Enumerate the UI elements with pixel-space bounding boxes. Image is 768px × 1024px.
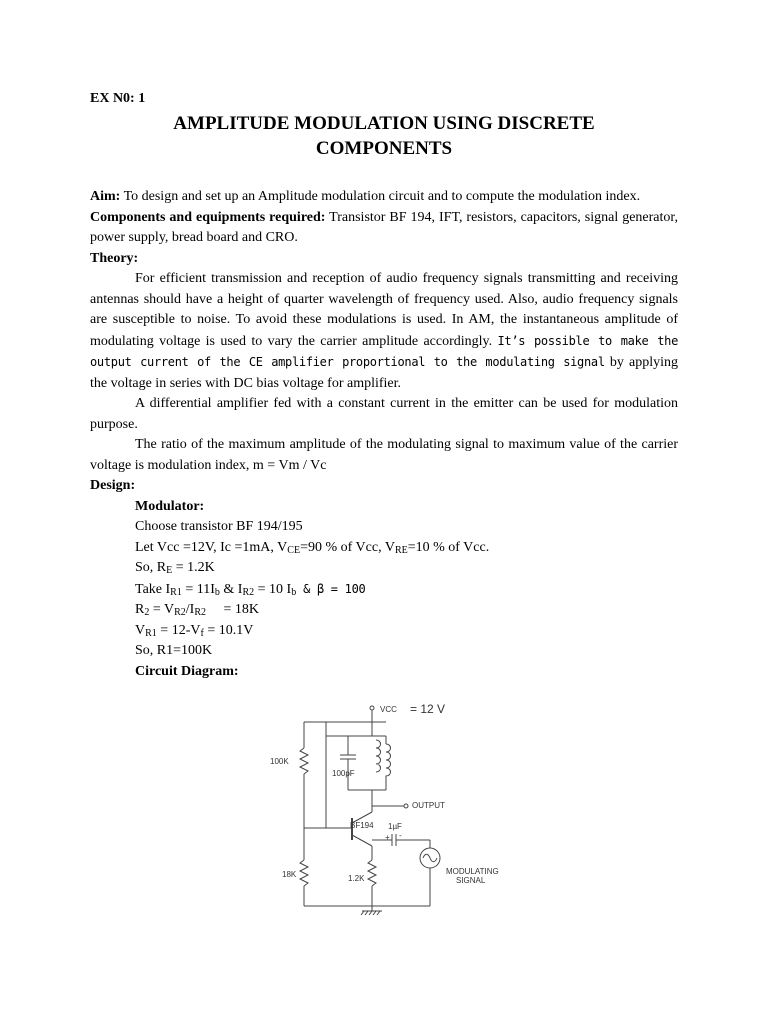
circuit-diagram (268, 700, 518, 920)
design-line-5-sub2: R2 (174, 607, 186, 618)
theory-paragraph-3: The ratio of the maximum amplitude of the modulating signal to maximum value of the carrier voltage is modulation index, m = Vm / Vc (90, 437, 678, 473)
aim-label: Aim: (90, 189, 121, 204)
design-line-4-sub4: b (291, 586, 297, 598)
design-line-6-sub2: f (200, 627, 204, 639)
aim-text: To design and set up an Amplitude modulation circuit and to compute the modulation index. (120, 189, 641, 204)
design-line-2-b: =90 % of Vcc, V (300, 539, 395, 555)
design-line-5-c: /I (185, 602, 195, 617)
design-line-2-sub2: RE (394, 544, 408, 556)
design-line-5-sub1: 2 (144, 607, 150, 618)
design-heading: Design: (90, 478, 136, 493)
r1-resistor (300, 748, 308, 774)
design-block (90, 497, 678, 683)
coupling-cap-plus: + (385, 833, 390, 842)
design-line-5-b: = V (149, 602, 175, 617)
exercise-number: EX N0: 1 (90, 91, 146, 106)
design-line-6 (135, 621, 678, 642)
design-line-2-a: Let Vcc =12V, Ic =1mA, V (135, 539, 288, 555)
design-line-4 (135, 579, 678, 601)
design-line-4-sub2: b (214, 586, 220, 598)
vcc-terminal (370, 706, 374, 710)
transistor-emitter-leg (352, 835, 372, 846)
vcc-value: = 12 V (410, 702, 446, 716)
page-title (90, 111, 678, 161)
design-line-2 (135, 538, 678, 559)
re-resistor (368, 860, 376, 886)
design-line-1: Choose transistor BF 194/195 (135, 519, 303, 534)
coupling-cap-label: 1µF (388, 822, 402, 831)
design-line-6-b: = 12-V (156, 622, 201, 638)
body-content (90, 187, 678, 682)
design-line-5-sub3: R2 (194, 607, 207, 618)
secondary-coil (376, 740, 381, 772)
components-text: Transistor BF 194, IFT, resistors, capacitors, signal generator, power supply, bread board and CRO. (90, 209, 678, 245)
r2-resistor (300, 860, 308, 886)
design-line-5-a: R (135, 602, 145, 617)
sine-wave-icon (423, 854, 437, 862)
transistor-label: BF194 (350, 821, 374, 830)
source-label-2: SIGNAL (456, 876, 486, 885)
output-terminal (404, 804, 408, 808)
theory-text-1c: by applying the voltage in series with DC bias voltage for amplifier. (90, 355, 678, 391)
components-label: Components and equipments required: (90, 209, 326, 225)
theory-heading: Theory: (90, 250, 139, 266)
r2-label: 18K (282, 870, 297, 879)
design-line-3-sub: E (166, 565, 173, 576)
design-line-4-e: & β = 100 (296, 581, 366, 596)
design-line-4-a: Take I (135, 581, 171, 597)
aim-paragraph (90, 187, 678, 208)
design-line-6-sub1: R1 (145, 627, 157, 639)
title-line-2: COMPONENTS (315, 138, 453, 159)
theory-paragraph-2: A differential amplifier fed with a constant current in the emitter can be used for modulation purpose. (90, 396, 678, 432)
design-line-4-sub1: R1 (170, 586, 182, 598)
cap-label: 100pF (332, 769, 355, 778)
design-line-2-sub1: CE (287, 544, 301, 556)
ground-hatch (361, 911, 380, 915)
re-label: 1.2K (348, 874, 365, 883)
source-label-1: MODULATING (446, 867, 499, 876)
circuit-diagram-heading: Circuit Diagram: (135, 663, 239, 679)
design-line-3-a: So, R (135, 560, 167, 575)
design-line-6-a: V (135, 622, 146, 638)
theory-paragraph-1 (90, 269, 678, 394)
theory-text-1a: For efficient transmission and reception of audio frequency signals transmitting and receiving antennas should have a height of quarter wavelength of frequency used. Also, audio frequency signals are susceptible to noise. To avoid these modulations is used. In AM, the instantaneous amplitude of modulating voltage is used to vary the carrier amplitude accordingly. (90, 271, 678, 349)
output-label: OUTPUT (412, 801, 445, 810)
modulator-heading: Modulator: (135, 498, 205, 514)
document-page (90, 90, 678, 682)
design-line-3 (135, 558, 678, 579)
design-line-5-d: = 18K (206, 602, 260, 617)
theory-text-1b: It’s possible to make the output current of the CE amplifier proportional to the modulating signal (90, 333, 678, 369)
coupling-cap-minus: - (399, 831, 402, 840)
design-line-4-sub3: R2 (242, 586, 255, 598)
design-line-4-c: & I (219, 581, 243, 597)
design-line-5 (135, 600, 678, 621)
design-line-6-c: = 10.1V (203, 622, 254, 638)
design-line-7: So, R1=100K (135, 643, 213, 658)
design-line-4-d: = 10 I (254, 581, 292, 597)
design-line-3-b: = 1.2K (172, 560, 215, 575)
r1-label: 100K (270, 757, 289, 766)
design-line-4-b: = 11I (181, 581, 215, 597)
vcc-label: VCC (380, 705, 397, 714)
components-paragraph (90, 208, 678, 249)
title-line-1: AMPLITUDE MODULATION USING DISCRETE (173, 113, 595, 134)
inductor-coil (386, 736, 391, 790)
design-line-2-c: =10 % of Vcc. (407, 539, 490, 555)
